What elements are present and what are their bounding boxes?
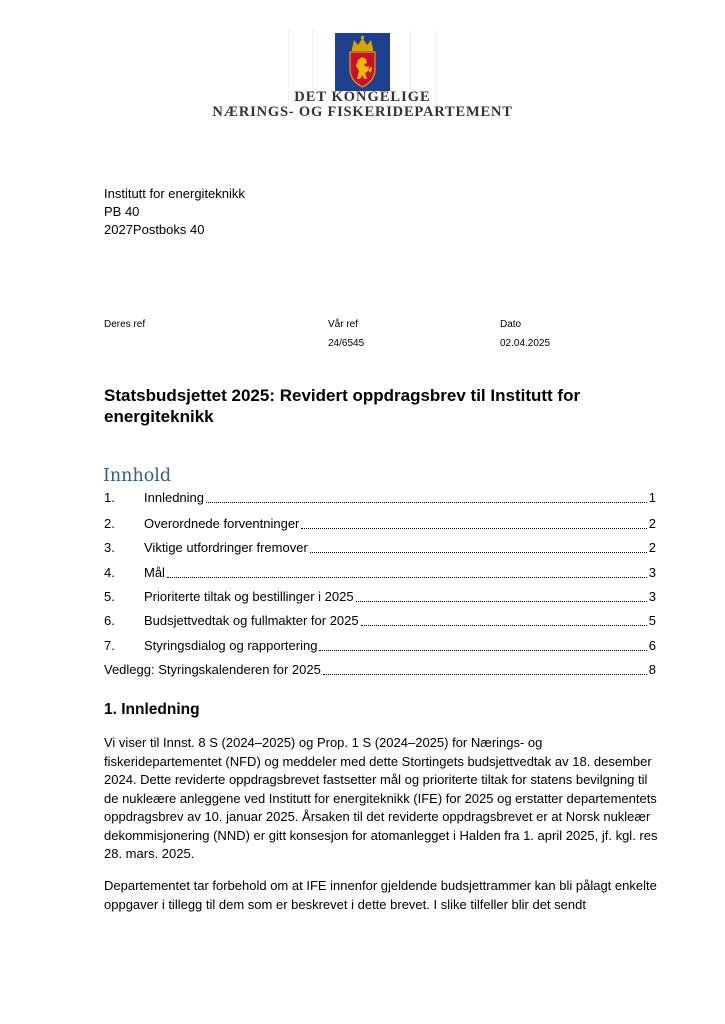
toc-leader-dots	[206, 501, 647, 503]
toc-item-page: 1	[648, 490, 656, 505]
recipient-address-line: 2027Postboks 40	[104, 222, 205, 237]
department-name-line2: NÆRINGS- OG FISKERIDEPARTEMENT	[212, 104, 513, 120]
toc-item-page: 5	[648, 613, 656, 628]
body-paragraph: Departementet tar forbehold om at IFE innenfor gjeldende budsjettrammer kan bli pålagt enkelte oppgaver i tillegg til dem som er beskrevet i dette brevet. I slike tilfeller blir det sendt	[104, 878, 657, 912]
toc-item[interactable]	[104, 538, 656, 556]
toc-item[interactable]	[104, 563, 656, 581]
toc-item-label: Overordnede forventninger	[144, 516, 300, 531]
var-ref-label: Vår ref	[328, 319, 359, 330]
date-value: 02.04.2025	[500, 338, 551, 349]
date-label: Dato	[500, 319, 522, 330]
toc-item-page: 2	[648, 516, 656, 531]
toc-leader-dots	[361, 624, 647, 626]
toc-item-label: Prioriterte tiltak og bestillinger i 2025	[144, 589, 354, 604]
toc-item[interactable]	[104, 611, 656, 629]
toc-item-label: Viktige utfordringer fremover	[144, 540, 308, 555]
toc-item-page: 6	[648, 638, 656, 653]
toc-leader-dots	[167, 576, 647, 578]
toc-leader-dots	[356, 600, 647, 602]
toc-leader-dots	[301, 527, 646, 529]
toc-item-page: 3	[648, 565, 656, 580]
toc-item-label: Mål	[144, 565, 165, 580]
toc-item[interactable]	[104, 488, 656, 506]
toc-leader-dots	[323, 673, 647, 675]
var-ref-value: 24/6545	[328, 338, 365, 349]
recipient-name: Institutt for energiteknikk	[104, 186, 245, 201]
document-title: Statsbudsjettet 2025: Revidert oppdragsbrev til Institutt for energiteknikk	[104, 386, 581, 426]
toc-item-number: 4.	[104, 565, 115, 580]
toc-item-number: 2.	[104, 516, 115, 531]
toc-item-number: 3.	[104, 540, 115, 555]
recipient-address-line: PB 40	[104, 204, 140, 219]
department-name-line1: DET KONGELIGE	[294, 89, 431, 105]
deres-ref-label: Deres ref	[104, 319, 146, 330]
norwegian-coat-of-arms-icon	[335, 33, 390, 91]
toc-item-label: Innledning	[144, 490, 204, 505]
toc-item-number: 7.	[104, 638, 115, 653]
body-paragraph: Vi viser til Innst. 8 S (2024–2025) og Prop. 1 S (2024–2025) for Nærings- og fiskeridepartementet (NFD) og meddeler med dette Stortingets budsjettvedtak av 18. desember 2024. Dette reviderte oppdragsbrevet fastsetter mål og prioriterte tiltak for statens bevilgning til de nukleære anleggene ved Institutt for energiteknikk (IFE) for 2025 og erstatter departementets oppdragsbrev av 10. januar 2025. Årsaken til det reviderte oppdragsbrevet er at Norsk nukleær dekommisjonering (NND) er gitt konsesjon for atomanlegget i Halden fra 1. april 2025, jf. kgl. res 28. mars. 2025.	[104, 735, 658, 861]
toc-item-page: 8	[648, 662, 656, 677]
toc-item-label: Vedlegg: Styringskalenderen for 2025	[104, 662, 321, 677]
toc-item-page: 2	[648, 540, 656, 555]
toc-item-page: 3	[648, 589, 656, 604]
toc-item-appendix[interactable]	[104, 660, 656, 678]
section-heading: 1. Innledning	[104, 701, 200, 718]
toc-leader-dots	[319, 649, 646, 651]
toc-item-label: Styringsdialog og rapportering	[144, 638, 318, 653]
toc-item-number: 1.	[104, 490, 115, 505]
toc-item[interactable]	[104, 636, 656, 654]
toc-item-number: 5.	[104, 589, 115, 604]
toc-item-label: Budsjettvedtak og fullmakter for 2025	[144, 613, 359, 628]
toc-leader-dots	[310, 551, 647, 553]
toc-item[interactable]	[104, 514, 656, 532]
toc-item-number: 6.	[104, 613, 115, 628]
toc-item[interactable]	[104, 587, 656, 605]
toc-heading: Innhold	[103, 466, 172, 486]
